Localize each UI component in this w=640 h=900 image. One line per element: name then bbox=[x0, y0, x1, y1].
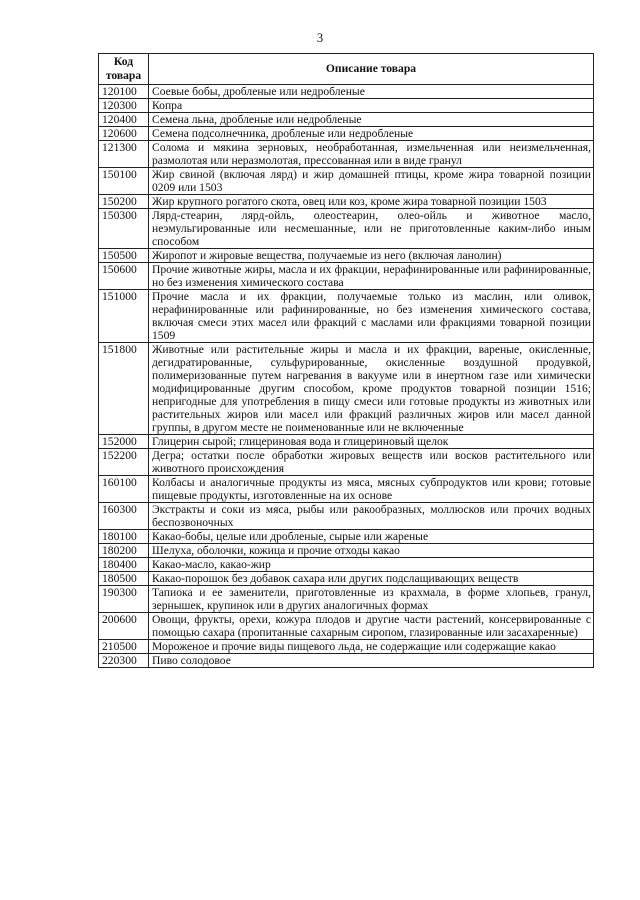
row-code: 151800 bbox=[99, 343, 149, 435]
row-code: 150200 bbox=[99, 195, 149, 209]
row-code: 151000 bbox=[99, 290, 149, 343]
table-row bbox=[99, 99, 594, 113]
row-description: Экстракты и соки из мяса, рыбы или ракообразных, моллюсков или прочих водных беспозвоночных bbox=[149, 503, 594, 530]
table-row bbox=[99, 435, 594, 449]
row-description: Тапиока и ее заменители, приготовленные из крахмала, в форме хлопьев, гранул, зернышек, крупинок или в других аналогичных формах bbox=[149, 586, 594, 613]
row-code: 150300 bbox=[99, 209, 149, 249]
goods-table bbox=[98, 53, 594, 668]
table-row bbox=[99, 195, 594, 209]
row-description: Семена подсолнечника, дробленые или недробленые bbox=[149, 127, 594, 141]
row-description: Семена льна, дробленые или недробленые bbox=[149, 113, 594, 127]
table-row bbox=[99, 449, 594, 476]
row-code: 200600 bbox=[99, 613, 149, 640]
row-description: Дегра; остатки после обработки жировых веществ или восков растительного или животного происхождения bbox=[149, 449, 594, 476]
row-code: 150500 bbox=[99, 249, 149, 263]
row-code: 180500 bbox=[99, 572, 149, 586]
row-description: Соевые бобы, дробленые или недробленые bbox=[149, 85, 594, 99]
table-row bbox=[99, 141, 594, 168]
header-code: Код товара bbox=[99, 54, 149, 85]
table-row bbox=[99, 530, 594, 544]
row-code: 150100 bbox=[99, 168, 149, 195]
row-code: 120400 bbox=[99, 113, 149, 127]
table-row bbox=[99, 586, 594, 613]
row-code: 121300 bbox=[99, 141, 149, 168]
table-row bbox=[99, 85, 594, 99]
table-row bbox=[99, 503, 594, 530]
row-code: 160100 bbox=[99, 476, 149, 503]
row-description: Какао-масло, какао-жир bbox=[149, 558, 594, 572]
row-description: Жир крупного рогатого скота, овец или коз, кроме жира товарной позиции 1503 bbox=[149, 195, 594, 209]
table-row bbox=[99, 343, 594, 435]
table-row bbox=[99, 640, 594, 654]
table-row bbox=[99, 249, 594, 263]
table-row bbox=[99, 168, 594, 195]
row-description: Овощи, фрукты, орехи, кожура плодов и другие части растений, консервированные с помощью сахара (пропитанные сахарным сиропом, глазированные или засахаренные) bbox=[149, 613, 594, 640]
row-code: 150600 bbox=[99, 263, 149, 290]
row-code: 152000 bbox=[99, 435, 149, 449]
row-description: Жиропот и жировые вещества, получаемые из него (включая ланолин) bbox=[149, 249, 594, 263]
row-description: Прочие масла и их фракции, получаемые только из маслин, или оливок, нерафинированные или рафинированные, но без изменения химического состава, включая смеси этих масел или фракций с маслами или фракциями товарной позиции 1509 bbox=[149, 290, 594, 343]
row-code: 220300 bbox=[99, 654, 149, 668]
row-code: 210500 bbox=[99, 640, 149, 654]
header-description: Описание товара bbox=[149, 54, 594, 85]
row-description: Глицерин сырой; глицериновая вода и глицериновый щелок bbox=[149, 435, 594, 449]
row-code: 120600 bbox=[99, 127, 149, 141]
row-description: Солома и мякина зерновых, необработанная, измельченная или неизмельченная, размолотая или неразмолотая, прессованная или в виде гранул bbox=[149, 141, 594, 168]
row-description: Какао-бобы, целые или дробленые, сырые или жареные bbox=[149, 530, 594, 544]
table-row bbox=[99, 558, 594, 572]
row-description: Прочие животные жиры, масла и их фракции, нерафинированные или рафинированные, но без изменения химического состава bbox=[149, 263, 594, 290]
row-description: Животные или растительные жиры и масла и их фракции, вареные, окисленные, дегидратированные, сульфурированные, окисленные воздушной продувкой, полимеризованные путем нагревания в вакууме или в инертном газе или химически модифицированные другим способом, кроме продуктов товарной позиции 1516; непригодные для употребления в пищу смеси или готовые продукты из животных или растительных жиров или масел или фракций различных жиров или масел данной группы, в другом месте не поименованные или не включенные bbox=[149, 343, 594, 435]
table-row bbox=[99, 613, 594, 640]
row-description: Какао-порошок без добавок сахара или других подслащивающих веществ bbox=[149, 572, 594, 586]
table-row bbox=[99, 113, 594, 127]
table-body bbox=[99, 85, 594, 668]
row-description: Лярд-стеарин, лярд-ойль, олеостеарин, олео-ойль и животное масло, неэмульгированные или несмешанные, или не приготовленные каким-либо иным способом bbox=[149, 209, 594, 249]
row-code: 160300 bbox=[99, 503, 149, 530]
row-code: 180100 bbox=[99, 530, 149, 544]
row-code: 120300 bbox=[99, 99, 149, 113]
row-code: 152200 bbox=[99, 449, 149, 476]
table-row bbox=[99, 476, 594, 503]
row-description: Пиво солодовое bbox=[149, 654, 594, 668]
table-row bbox=[99, 572, 594, 586]
row-code: 180400 bbox=[99, 558, 149, 572]
table-header-row bbox=[99, 54, 594, 85]
row-code: 190300 bbox=[99, 586, 149, 613]
table-row bbox=[99, 544, 594, 558]
row-description: Копра bbox=[149, 99, 594, 113]
row-code: 120100 bbox=[99, 85, 149, 99]
row-description: Жир свиной (включая лярд) и жир домашней птицы, кроме жира товарной позиции 0209 или 1503 bbox=[149, 168, 594, 195]
table-row bbox=[99, 290, 594, 343]
row-description: Шелуха, оболочки, кожица и прочие отходы какао bbox=[149, 544, 594, 558]
row-description: Мороженое и прочие виды пищевого льда, не содержащие или содержащие какао bbox=[149, 640, 594, 654]
table-row bbox=[99, 263, 594, 290]
table-row bbox=[99, 209, 594, 249]
row-description: Колбасы и аналогичные продукты из мяса, мясных субпродуктов или крови; готовые пищевые продукты, изготовленные на их основе bbox=[149, 476, 594, 503]
table-row bbox=[99, 654, 594, 668]
table-row bbox=[99, 127, 594, 141]
row-code: 180200 bbox=[99, 544, 149, 558]
page-number: 3 bbox=[316, 31, 324, 45]
